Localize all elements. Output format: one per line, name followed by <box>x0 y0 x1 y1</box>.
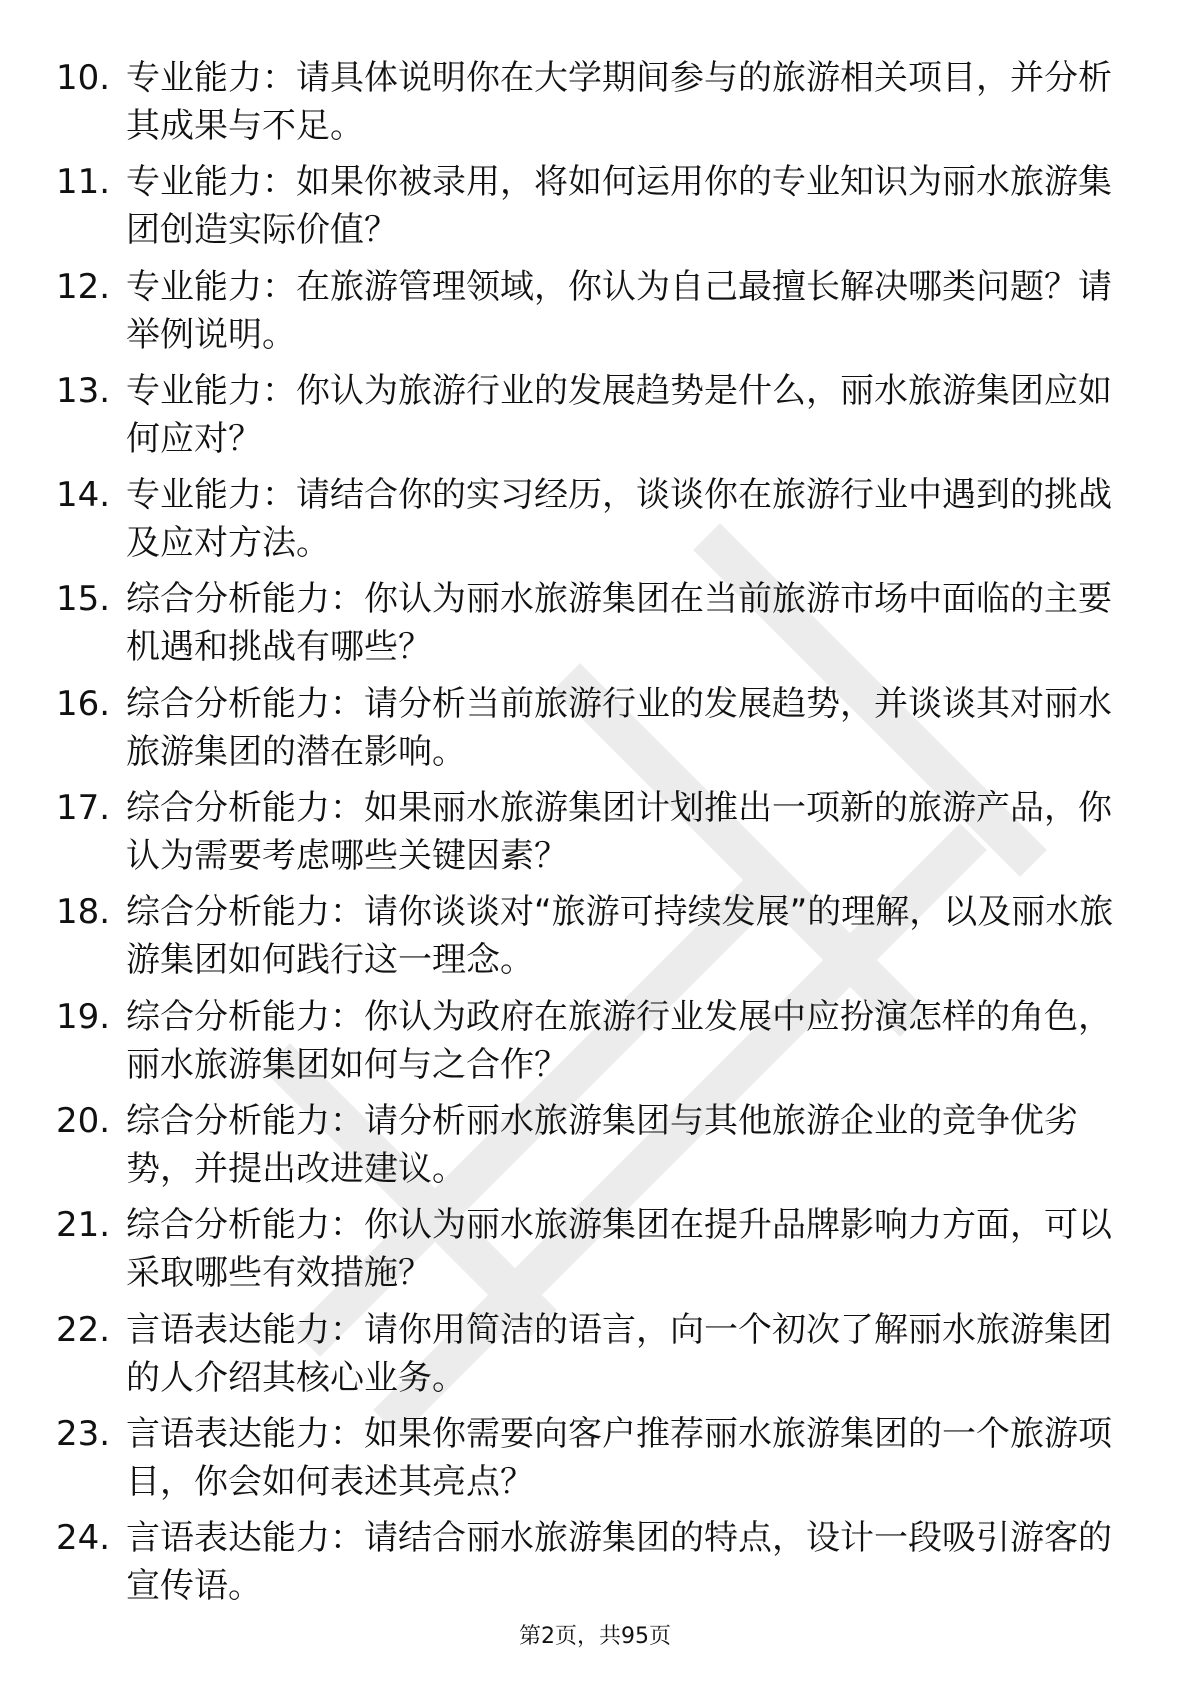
question-text: 综合分析能力：请你谈谈对“旅游可持续发展”的理解，以及丽水旅游集团如何践行这一理念。 <box>126 892 1114 981</box>
question-number: 13. <box>56 370 111 411</box>
list-item <box>56 575 1136 671</box>
question-text: 综合分析能力：请分析当前旅游行业的发展趋势，并谈谈其对丽水旅游集团的潜在影响。 <box>126 683 1112 772</box>
question-text: 专业能力：在旅游管理领域，你认为自己最擅长解决哪类问题？请举例说明。 <box>126 266 1112 355</box>
list-item <box>56 54 1136 150</box>
question-text: 专业能力：你认为旅游行业的发展趋势是什么，丽水旅游集团应如何应对？ <box>126 370 1112 459</box>
question-number: 15. <box>56 579 111 620</box>
list-item <box>56 1097 1136 1193</box>
question-text: 言语表达能力：请结合丽水旅游集团的特点，设计一段吸引游客的宣传语。 <box>126 1518 1112 1607</box>
question-text: 言语表达能力：如果你需要向客户推荐丽水旅游集团的一个旅游项目，你会如何表述其亮点？ <box>126 1413 1112 1502</box>
list-item <box>56 1514 1136 1610</box>
list-item <box>56 367 1136 463</box>
question-number: 20. <box>56 1100 111 1141</box>
question-text: 言语表达能力：请你用简洁的语言，向一个初次了解丽水旅游集团的人介绍其核心业务。 <box>126 1309 1112 1398</box>
question-text: 专业能力：请结合你的实习经历，谈谈你在旅游行业中遇到的挑战及应对方法。 <box>126 475 1112 564</box>
question-number: 18. <box>56 892 111 933</box>
question-text: 综合分析能力：你认为丽水旅游集团在当前旅游市场中面临的主要机遇和挑战有哪些？ <box>126 579 1112 668</box>
question-number: 19. <box>56 996 111 1037</box>
question-number: 10. <box>56 58 111 98</box>
list-item <box>56 158 1136 254</box>
list-item <box>56 888 1136 984</box>
question-number: 17. <box>56 788 111 829</box>
question-number: 11. <box>56 162 111 203</box>
list-item <box>56 263 1136 359</box>
list-item <box>56 993 1136 1089</box>
question-number: 24. <box>56 1518 111 1559</box>
list-item <box>56 680 1136 776</box>
question-text: 专业能力：如果你被录用，将如何运用你的专业知识为丽水旅游集团创造实际价值？ <box>126 162 1112 251</box>
list-item <box>56 1410 1136 1506</box>
question-number: 12. <box>56 266 111 307</box>
question-number: 14. <box>56 475 111 516</box>
list-item <box>56 784 1136 880</box>
question-text: 综合分析能力：请分析丽水旅游集团与其他旅游企业的竞争优劣势，并提出改进建议。 <box>126 1100 1078 1189</box>
question-list <box>56 54 1136 1618</box>
question-number: 21. <box>56 1205 111 1246</box>
question-text: 综合分析能力：你认为丽水旅游集团在提升品牌影响力方面，可以采取哪些有效措施？ <box>126 1205 1112 1294</box>
question-number: 22. <box>56 1309 111 1350</box>
page-number-label: 第2页，共95页 <box>519 1624 671 1649</box>
question-text: 综合分析能力：如果丽水旅游集团计划推出一项新的旅游产品，你认为需要考虑哪些关键因素？ <box>126 788 1112 877</box>
question-number: 23. <box>56 1413 111 1454</box>
page-footer <box>0 1622 1190 1652</box>
question-text: 专业能力：请具体说明你在大学期间参与的旅游相关项目，并分析其成果与不足。 <box>126 58 1112 146</box>
list-item <box>56 1306 1136 1402</box>
list-item <box>56 471 1136 567</box>
question-text: 综合分析能力：你认为政府在旅游行业发展中应扮演怎样的角色，丽水旅游集团如何与之合作？ <box>126 996 1112 1085</box>
question-number: 16. <box>56 683 111 724</box>
list-item <box>56 1201 1136 1297</box>
